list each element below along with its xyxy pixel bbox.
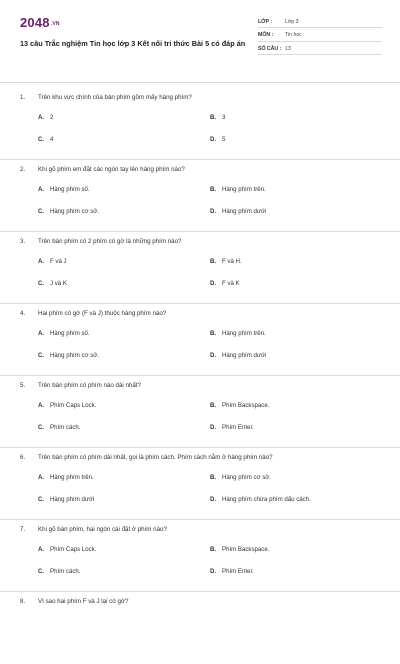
answer-option[interactable] — [38, 258, 210, 266]
answer-option[interactable] — [210, 136, 378, 144]
answer-option[interactable] — [38, 474, 210, 482]
option-text: Phím cách. — [50, 568, 81, 575]
answer-option[interactable] — [38, 568, 210, 576]
option-letter: A. — [38, 546, 45, 553]
answer-options — [38, 402, 378, 432]
option-text: Phím cách. — [50, 424, 81, 431]
question-number: 4. — [20, 310, 26, 317]
meta-value: Lớp 3 — [285, 18, 299, 25]
meta-row-subject — [258, 30, 382, 42]
question-text: Trên bàn phím có phím dài nhất, gọi là phím cách. Phím cách nằm ở hàng phím nào? — [38, 454, 273, 461]
option-letter: D. — [210, 496, 217, 503]
option-text: J và K — [50, 280, 67, 287]
question-item — [0, 304, 400, 376]
answer-options — [38, 114, 378, 144]
answer-option[interactable] — [210, 280, 378, 288]
option-text: Phím Caps Lock. — [50, 402, 97, 409]
option-text: Phím Enter. — [222, 568, 254, 575]
meta-row-question-count — [258, 43, 382, 55]
option-text: 2 — [50, 114, 54, 121]
option-text: Hàng phím cơ sở. — [50, 208, 99, 215]
option-letter: C. — [38, 208, 45, 215]
question-number: 5. — [20, 382, 26, 389]
answer-option[interactable] — [38, 402, 210, 410]
option-letter: A. — [38, 474, 45, 481]
option-letter: A. — [38, 330, 45, 337]
option-text: Hàng phím trên. — [222, 186, 266, 193]
option-letter: B. — [210, 114, 217, 121]
answer-option[interactable] — [38, 114, 210, 122]
question-item — [0, 160, 400, 232]
answer-options — [38, 258, 378, 288]
header-left — [20, 16, 250, 74]
option-letter: B. — [210, 258, 217, 265]
answer-option[interactable] — [210, 568, 378, 576]
question-text: Vì sao hai phím F và J lại có gờ? — [38, 598, 129, 605]
option-text: Hàng phím cơ sở. — [222, 474, 271, 481]
meta-label: LỚP : — [258, 18, 273, 25]
option-text: Phím Backspace. — [222, 546, 270, 553]
question-number: 1. — [20, 94, 26, 101]
meta-value: 13 — [285, 45, 291, 52]
logo-main-text: 2048 — [20, 15, 50, 30]
answer-options — [38, 474, 378, 504]
option-text: Hàng phím dưới — [222, 352, 267, 359]
option-text: Hàng phím dưới — [50, 496, 95, 503]
answer-option[interactable] — [38, 352, 210, 360]
question-item — [0, 232, 400, 304]
option-letter: C. — [38, 568, 45, 575]
option-letter: C. — [38, 496, 45, 503]
answer-options — [38, 546, 378, 576]
question-number: 8. — [20, 598, 26, 605]
meta-info — [258, 16, 382, 74]
answer-option[interactable] — [38, 280, 210, 288]
answer-option[interactable] — [38, 136, 210, 144]
option-letter: A. — [38, 402, 45, 409]
option-text: Hàng phím số. — [50, 186, 90, 193]
question-text: Trên khu vực chính của bàn phím gồm mấy hàng phím? — [38, 94, 192, 101]
answer-option[interactable] — [210, 402, 378, 410]
option-letter: A. — [38, 186, 45, 193]
option-letter: C. — [38, 136, 45, 143]
answer-option[interactable] — [210, 496, 378, 504]
meta-value: Tin học — [285, 32, 302, 38]
question-item — [0, 376, 400, 448]
option-text: F và H. — [222, 258, 242, 265]
question-item — [0, 448, 400, 520]
question-number: 3. — [20, 238, 26, 245]
answer-option[interactable] — [38, 208, 210, 216]
option-text: Hàng phím số. — [50, 330, 90, 337]
answer-option[interactable] — [210, 258, 378, 266]
option-letter: D. — [210, 136, 217, 143]
option-letter: D. — [210, 208, 217, 215]
question-number: 7. — [20, 526, 26, 533]
question-text: Hai phím có gờ (F và J) thuộc hàng phím nào? — [38, 310, 167, 317]
answer-option[interactable] — [210, 424, 378, 432]
answer-option[interactable] — [210, 546, 378, 554]
option-text: Hàng phím chứa phím dấu cách. — [222, 496, 311, 503]
option-text: Hàng phím trên. — [50, 474, 94, 481]
answer-option[interactable] — [38, 424, 210, 432]
answer-option[interactable] — [38, 330, 210, 338]
option-letter: B. — [210, 474, 217, 481]
option-text: 5 — [222, 136, 226, 143]
document-title: 13 câu Trắc nghiệm Tin học lớp 3 Kết nối tri thức Bài 5 có đáp án — [20, 38, 246, 48]
question-item — [0, 88, 400, 160]
option-text: F và J — [50, 258, 67, 265]
answer-option[interactable] — [210, 186, 378, 194]
answer-option[interactable] — [210, 352, 378, 360]
option-letter: B. — [210, 546, 217, 553]
question-number: 6. — [20, 454, 26, 461]
question-number: 2. — [20, 166, 26, 173]
question-text: Khi gõ phím em đặt các ngón tay lên hàng phím nào? — [38, 166, 185, 173]
logo-sub-text: .VN — [50, 20, 60, 27]
option-text: Hàng phím trên. — [222, 330, 266, 337]
option-letter: B. — [210, 330, 217, 337]
question-text: Trên bàn phím có phím nào dài nhất? — [38, 382, 141, 389]
option-letter: B. — [210, 402, 217, 409]
question-text: Khi gõ bàn phím, hai ngón cái đặt ở phím nào? — [38, 526, 167, 533]
option-letter: D. — [210, 352, 217, 359]
page-header — [20, 16, 382, 74]
option-text: F và K — [222, 280, 240, 287]
answer-option[interactable] — [210, 330, 378, 338]
option-text: Hàng phím dưới — [222, 208, 267, 215]
option-text: 4 — [50, 136, 54, 143]
option-text: Phím Backspace. — [222, 402, 270, 409]
answer-option[interactable] — [210, 474, 378, 482]
answer-option[interactable] — [38, 496, 210, 504]
option-text: Hàng phím cơ sở. — [50, 352, 99, 359]
option-letter: C. — [38, 280, 45, 287]
meta-row-class — [258, 16, 382, 28]
meta-label: SỐ CÂU : — [258, 45, 282, 52]
option-text: Phím Enter. — [222, 424, 254, 431]
answer-option[interactable] — [38, 546, 210, 554]
answer-options — [38, 330, 378, 360]
answer-option[interactable] — [210, 208, 378, 216]
site-logo[interactable] — [20, 16, 250, 31]
answer-options — [38, 186, 378, 216]
question-list — [20, 88, 382, 664]
option-letter: C. — [38, 352, 45, 359]
option-letter: A. — [38, 114, 45, 121]
option-text: 3 — [222, 114, 226, 121]
answer-option[interactable] — [210, 114, 378, 122]
option-letter: A. — [38, 258, 45, 265]
option-letter: D. — [210, 568, 217, 575]
option-letter: D. — [210, 280, 217, 287]
option-text: Phím Caps Lock. — [50, 546, 97, 553]
option-letter: B. — [210, 186, 217, 193]
header-divider — [0, 82, 400, 83]
question-item — [0, 520, 400, 592]
answer-option[interactable] — [38, 186, 210, 194]
question-text: Trên bàn phím có 2 phím có gờ là những phím nào? — [38, 238, 182, 245]
option-letter: C. — [38, 424, 45, 431]
meta-label: MÔN : — [258, 32, 274, 38]
option-letter: D. — [210, 424, 217, 431]
question-item — [0, 592, 400, 664]
